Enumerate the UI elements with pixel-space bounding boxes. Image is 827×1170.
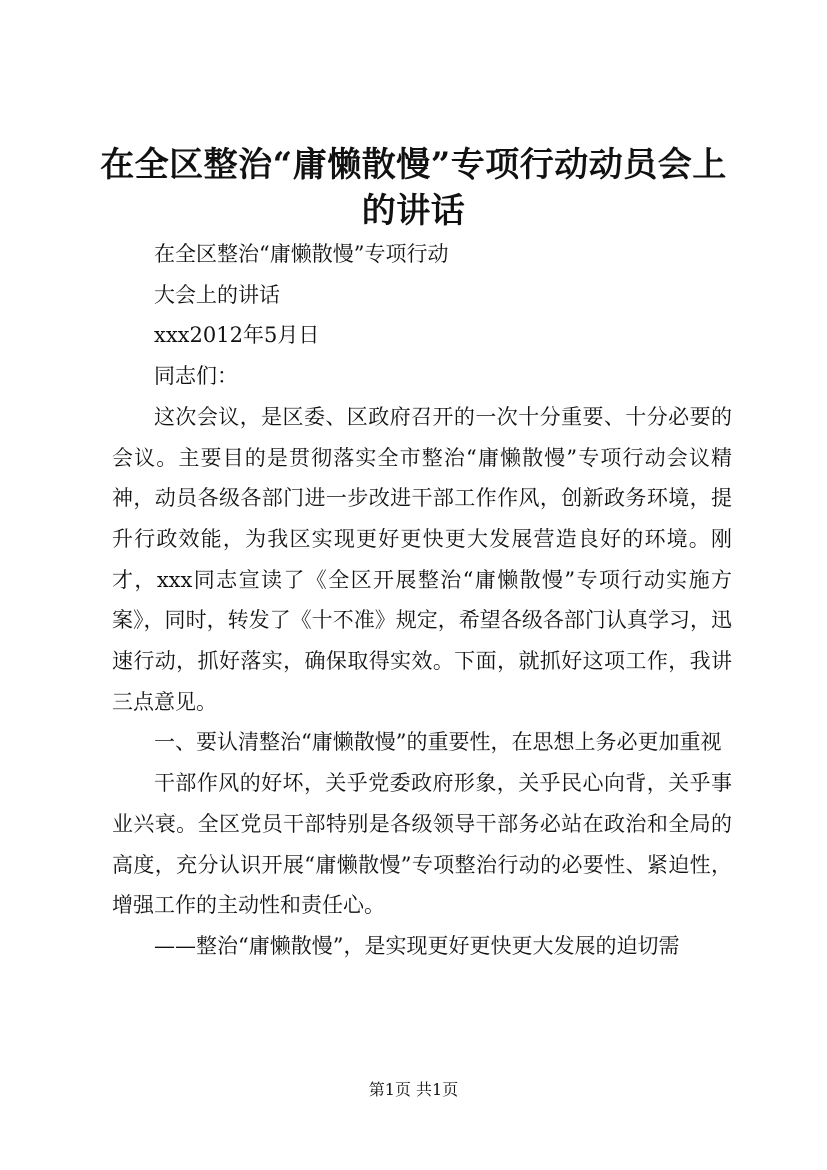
document-body bbox=[112, 234, 732, 967]
section-heading: 一、要认清整治“庸懒散慢”的重要性，在思想上务必更加重视 bbox=[154, 730, 722, 755]
intro-paragraph: 这次会议，是区委、区政府召开的一次十分重要、十分必要的会议。主要目的是贯彻落实全市整治“庸懒散慢”专项行动会议精神，动员各级各部门进一步改进干部工作作风，创新政务环境，提升行政效能，为我区实现更好更快更大发展营造良好的环境。刚才，xxx同志宣读了《全区开展整治“庸懒散慢”专项行动实施方案》，同时，转发了《十不准》规定，希望各级各部门认真学习，迅速行动，抓好落实，确保取得实效。下面，就抓好这项工作，我讲三点意见。 bbox=[112, 404, 732, 714]
subtitle-line-1: 在全区整治“庸懒散慢”专项行动 bbox=[154, 242, 449, 266]
page-footer: 第1页 共1页 bbox=[368, 1080, 459, 1099]
section-paragraph: 干部作风的好坏，关乎党委政府形象，关乎民心向背，关乎事业兴衰。全区党员干部特别是各级领导干部务必站在政治和全局的高度，充分认识开展“庸懒散慢”专项整治行动的必要性、紧迫性，增强工作的主动性和责任心。 bbox=[112, 771, 732, 918]
date-line: xxx2012年5月日 bbox=[154, 323, 320, 348]
document-title: 在全区整治“庸懒散慢”专项行动动员会上的讲话 bbox=[100, 145, 727, 231]
section-point-paragraph: ——整治“庸懒散慢”，是实现更好更快更大发展的迫切需 bbox=[154, 933, 680, 958]
subtitle-line-2: 大会上的讲话 bbox=[154, 282, 280, 307]
salutation: 同志们： bbox=[154, 364, 238, 389]
